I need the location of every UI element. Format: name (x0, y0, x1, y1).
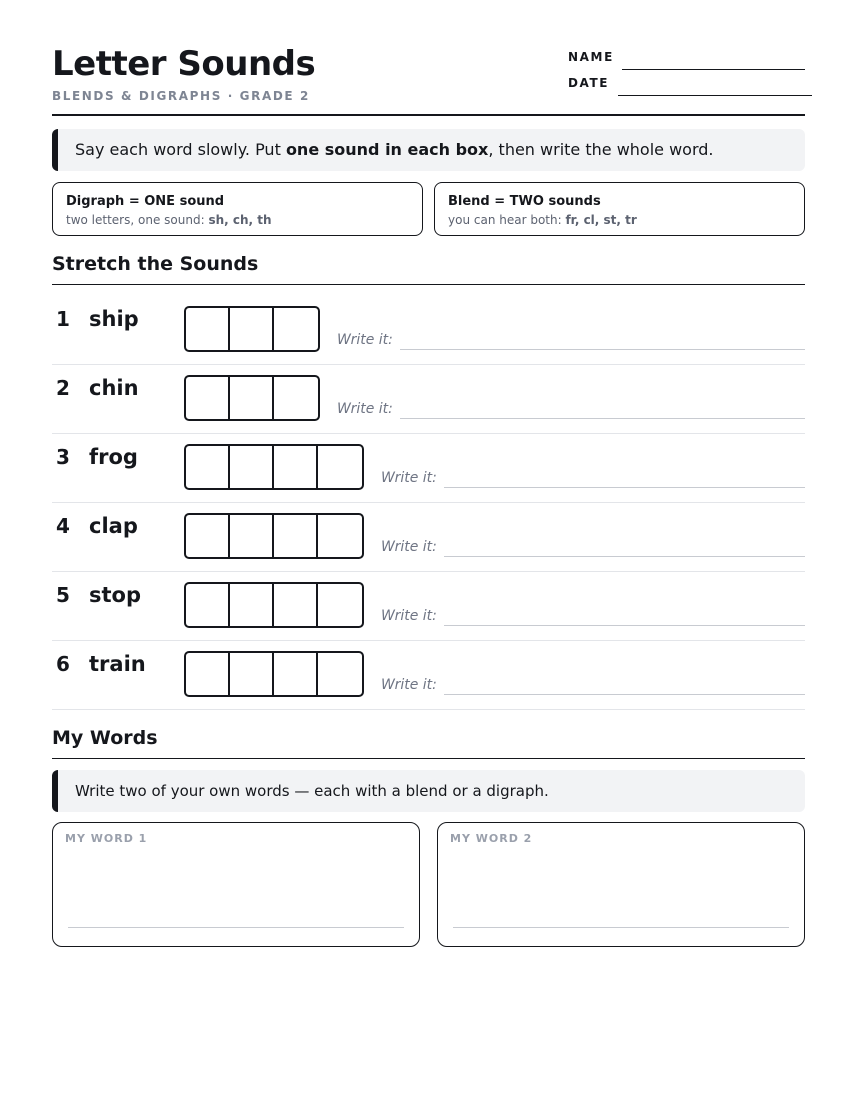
sound-boxes (184, 375, 320, 421)
my-words-callout (52, 770, 805, 812)
sound-boxes (184, 582, 364, 628)
sound-box[interactable] (318, 584, 362, 626)
item-number: 5 (56, 583, 70, 607)
stretch-row (52, 571, 805, 641)
item-number: 6 (56, 652, 70, 676)
stretch-row (52, 502, 805, 572)
page-subtitle: BLENDS & DIGRAPHS · GRADE 2 (52, 89, 310, 103)
item-number: 2 (56, 376, 70, 400)
item-word: stop (89, 583, 141, 607)
sound-box[interactable] (186, 653, 230, 695)
sound-box[interactable] (186, 584, 230, 626)
digraph-text: two letters, one sound: sh, ch, th (66, 213, 272, 227)
sound-box[interactable] (274, 584, 318, 626)
stretch-section-title: Stretch the Sounds (52, 253, 259, 275)
sound-boxes (184, 306, 320, 352)
item-word: train (89, 652, 146, 676)
my-words-section-title: My Words (52, 727, 158, 749)
callout-accent-bar (52, 129, 58, 171)
item-word: chin (89, 376, 139, 400)
my-words-instruction: Write two of your own words — each with a blend or a digraph. (75, 782, 549, 800)
instruction-callout (52, 129, 805, 171)
name-line[interactable] (622, 69, 805, 70)
sound-box[interactable] (186, 377, 230, 419)
blend-heading: Blend = TWO sounds (448, 194, 601, 209)
my-word-2-label: MY WORD 2 (450, 832, 533, 845)
name-label: NAME (568, 50, 614, 64)
item-number: 4 (56, 514, 70, 538)
sound-box[interactable] (186, 308, 230, 350)
sound-box[interactable] (274, 308, 318, 350)
blend-definition-card (434, 182, 805, 236)
write-it-label: Write it: (381, 608, 437, 624)
sound-box[interactable] (230, 584, 274, 626)
write-it-label: Write it: (381, 470, 437, 486)
sound-boxes (184, 513, 364, 559)
write-it-line[interactable] (444, 556, 805, 557)
my-word-2-box[interactable] (437, 822, 805, 947)
write-it-line[interactable] (444, 694, 805, 695)
digraph-definition-card (52, 182, 423, 236)
write-it-label: Write it: (381, 677, 437, 693)
write-it-label: Write it: (381, 539, 437, 555)
sound-box[interactable] (186, 515, 230, 557)
blend-text: you can hear both: fr, cl, st, tr (448, 213, 637, 227)
stretch-row (52, 433, 805, 503)
sound-box[interactable] (274, 515, 318, 557)
item-word: ship (89, 307, 139, 331)
my-word-1-line[interactable] (68, 927, 404, 928)
sound-box[interactable] (230, 377, 274, 419)
sound-boxes (184, 444, 364, 490)
item-word: frog (89, 445, 138, 469)
sound-box[interactable] (230, 515, 274, 557)
sound-box[interactable] (274, 446, 318, 488)
my-words-divider (52, 758, 805, 759)
my-word-2-line[interactable] (453, 927, 789, 928)
sound-box[interactable] (230, 653, 274, 695)
sound-box[interactable] (274, 653, 318, 695)
write-it-line[interactable] (400, 418, 805, 419)
sound-box[interactable] (318, 446, 362, 488)
sound-box[interactable] (318, 515, 362, 557)
page-title: Letter Sounds (52, 44, 316, 84)
sound-box[interactable] (186, 446, 230, 488)
instruction-text: Say each word slowly. Put one sound in each box, then write the whole word. (75, 140, 714, 159)
my-word-1-box[interactable] (52, 822, 420, 947)
sound-boxes (184, 651, 364, 697)
stretch-divider (52, 284, 805, 285)
write-it-line[interactable] (400, 349, 805, 350)
write-it-line[interactable] (444, 487, 805, 488)
stretch-row (52, 640, 805, 710)
stretch-row (52, 364, 805, 434)
sound-box[interactable] (274, 377, 318, 419)
write-it-label: Write it: (337, 332, 393, 348)
name-field[interactable] (568, 50, 614, 64)
item-number: 3 (56, 445, 70, 469)
write-it-line[interactable] (444, 625, 805, 626)
item-number: 1 (56, 307, 70, 331)
item-word: clap (89, 514, 138, 538)
my-word-1-label: MY WORD 1 (65, 832, 148, 845)
date-label: DATE (568, 76, 610, 90)
header-divider (52, 114, 805, 116)
sound-box[interactable] (230, 446, 274, 488)
sound-box[interactable] (318, 653, 362, 695)
date-line[interactable] (618, 95, 812, 96)
sound-box[interactable] (230, 308, 274, 350)
callout-accent-bar (52, 770, 58, 812)
date-field[interactable] (568, 76, 609, 90)
write-it-label: Write it: (337, 401, 393, 417)
digraph-heading: Digraph = ONE sound (66, 194, 225, 209)
stretch-row (52, 295, 805, 365)
